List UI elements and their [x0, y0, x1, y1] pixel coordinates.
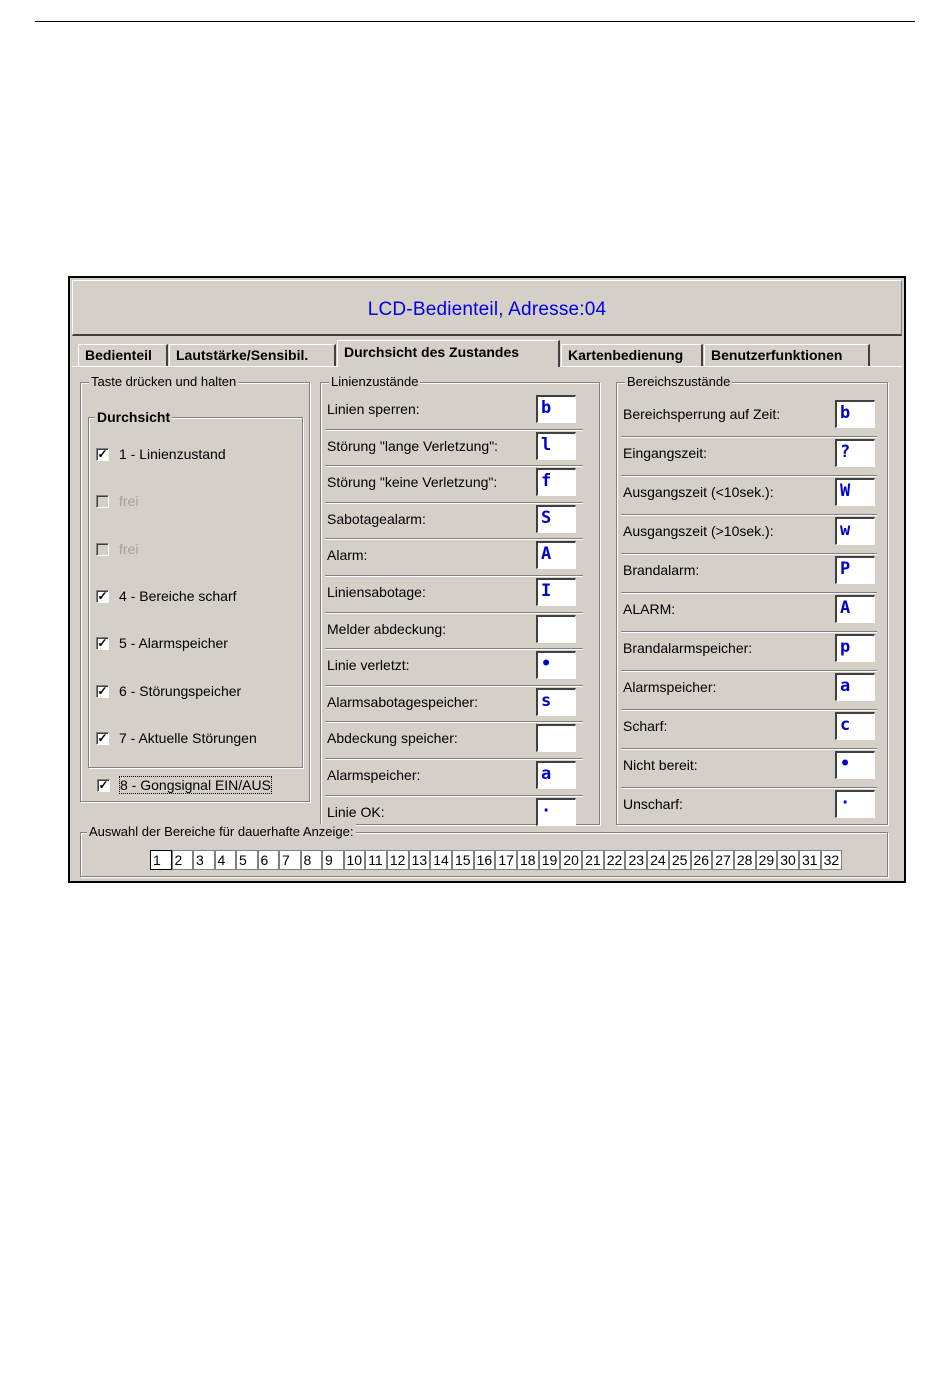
bereiche-symbol-field[interactable]: c — [835, 712, 875, 740]
partition-number-22[interactable]: 22 — [604, 850, 626, 870]
bereiche-row-separator — [621, 709, 877, 711]
partition-number-19[interactable]: 19 — [539, 850, 561, 870]
tab-lautstaerke[interactable]: Lautstärke/Sensibil. — [169, 344, 336, 366]
partition-number-9[interactable]: 9 — [322, 850, 344, 870]
durchsicht-group — [88, 409, 303, 768]
bereiche-row-label: Ausgangszeit (<10sek.): — [623, 484, 774, 500]
linien-row-label: Alarm: — [327, 547, 368, 564]
bereiche-row-label: ALARM: — [623, 601, 676, 617]
linien-row-separator — [325, 538, 583, 540]
bereiche-row-label: Brandalarm: — [623, 562, 700, 578]
durchsicht-legend: Durchsicht — [97, 409, 171, 425]
durchsicht-label: frei — [119, 540, 139, 557]
bereiche-row-label: Brandalarmspeicher: — [623, 640, 753, 656]
linien-row-separator — [325, 648, 583, 650]
partition-number-31[interactable]: 31 — [799, 850, 821, 870]
partition-number-17[interactable]: 17 — [495, 850, 517, 870]
linien-symbol-field[interactable]: l — [536, 432, 576, 460]
bereiche-symbol-field[interactable]: b — [835, 400, 875, 428]
durchsicht-label: 7 - Aktuelle Störungen — [119, 729, 257, 746]
gong-label: 8 - Gongsignal EIN/AUS — [120, 777, 271, 793]
taste-group — [80, 374, 310, 802]
linien-row-label: Liniensabotage: — [327, 584, 426, 600]
bereiche-row-label: Scharf: — [623, 718, 668, 734]
partition-number-25[interactable]: 25 — [669, 850, 691, 870]
linien-row-label: Störung "lange Verletzung": — [327, 437, 499, 454]
linien-symbol-field[interactable]: · — [536, 798, 576, 826]
bereiche-symbol-field[interactable]: a — [835, 673, 875, 701]
partition-number-14[interactable]: 14 — [430, 850, 452, 870]
durchsicht-checkbox[interactable]: ✓ — [97, 683, 108, 698]
bereiche-symbol-field[interactable]: · — [835, 790, 875, 818]
bereiche-symbol-field[interactable]: P — [835, 556, 875, 584]
linien-symbol-field[interactable]: s — [536, 688, 576, 716]
partition-number-30[interactable]: 30 — [777, 850, 799, 870]
bereiche-row-label: Bereichsperrung auf Zeit: — [623, 406, 781, 422]
bereiche-row-label: Nicht bereit: — [623, 757, 698, 773]
linien-symbol-field[interactable]: a — [536, 761, 576, 789]
linien-row-label: Alarmsabotagespeicher: — [327, 693, 478, 710]
linien-symbol-field[interactable]: A — [536, 541, 576, 569]
bereiche-row-separator — [621, 514, 877, 516]
bereiche-row-separator — [621, 436, 877, 438]
partition-number-26[interactable]: 26 — [691, 850, 713, 870]
partition-number-28[interactable]: 28 — [734, 850, 756, 870]
bereiche-row-separator — [621, 553, 877, 555]
partition-number-5[interactable]: 5 — [236, 850, 258, 870]
bereiche-row-separator — [621, 748, 877, 750]
partition-number-2[interactable]: 2 — [172, 850, 194, 870]
linien-row-separator — [325, 502, 583, 504]
window-title: LCD-Bedienteil, Adresse:04 — [367, 299, 607, 320]
durchsicht-label: frei — [119, 493, 139, 510]
partition-number-32[interactable]: 32 — [821, 850, 843, 870]
bereiche-symbol-field[interactable]: w — [835, 517, 875, 545]
partition-number-10[interactable]: 10 — [344, 850, 366, 870]
bereiche-symbol-field[interactable]: p — [835, 634, 875, 662]
linien-symbol-field[interactable]: f — [536, 468, 576, 496]
page-top-rule — [35, 21, 915, 22]
bereiche-symbol-field[interactable]: ? — [835, 439, 875, 467]
tab-bedienteil[interactable]: Bedienteil — [78, 344, 168, 366]
partition-number-18[interactable]: 18 — [517, 850, 539, 870]
linien-row-separator — [325, 758, 583, 760]
bereiche-symbol-field[interactable]: A — [835, 595, 875, 623]
partition-number-16[interactable]: 16 — [474, 850, 496, 870]
partition-number-strip — [150, 850, 842, 870]
bereiche-group — [616, 374, 888, 825]
bereiche-symbol-field[interactable]: W — [835, 478, 875, 506]
partition-number-8[interactable]: 8 — [301, 850, 323, 870]
linien-row-label: Linie OK: — [327, 803, 385, 820]
partition-number-7[interactable]: 7 — [279, 850, 301, 870]
linien-row-label: Abdeckung speicher: — [327, 730, 458, 747]
tab-strip — [74, 340, 900, 366]
lcd-keypad-window — [68, 276, 906, 883]
gong-checkbox[interactable]: ✓ — [98, 778, 109, 792]
bereiche-row-separator — [621, 475, 877, 477]
partition-number-12[interactable]: 12 — [387, 850, 409, 870]
durchsicht-checkbox[interactable]: ✓ — [97, 447, 108, 461]
durchsicht-checkbox[interactable]: ✓ — [97, 588, 108, 603]
bereiche-row-separator — [621, 631, 877, 633]
partition-number-1[interactable]: 1 — [150, 850, 172, 870]
linien-row-label: Linien sperren: — [327, 401, 420, 417]
partition-number-20[interactable]: 20 — [560, 850, 582, 870]
partition-number-29[interactable]: 29 — [756, 850, 778, 870]
linien-symbol-field[interactable]: • — [536, 651, 576, 679]
partition-number-11[interactable]: 11 — [365, 850, 387, 870]
partition-number-6[interactable]: 6 — [258, 850, 280, 870]
partition-number-21[interactable]: 21 — [582, 850, 604, 870]
linien-row-separator — [325, 721, 583, 723]
linien-row-separator — [325, 575, 583, 577]
bereiche-row-separator — [621, 787, 877, 789]
auswahl-legend: Auswahl der Bereiche für dauerhafte Anzeige: — [89, 824, 354, 839]
linien-row-separator — [325, 465, 583, 467]
durchsicht-label: 4 - Bereiche scharf — [119, 587, 237, 604]
durchsicht-label: 5 - Alarmspeicher — [119, 635, 228, 652]
linien-row-separator — [325, 685, 583, 687]
title-bar — [72, 280, 902, 336]
bereiche-row-label: Ausgangszeit (>10sek.): — [623, 523, 774, 539]
linien-row-separator — [325, 612, 583, 614]
linien-symbol-field[interactable]: I — [536, 578, 576, 606]
linien-symbol-field[interactable]: b — [536, 395, 576, 423]
durchsicht-label: 1 - Linienzustand — [119, 446, 226, 462]
linien-row-label: Melder abdeckung: — [327, 620, 447, 637]
linien-symbol-field[interactable] — [536, 615, 576, 643]
linien-row-label: Störung "keine Verletzung": — [327, 474, 498, 491]
bereiche-row-label: Eingangszeit: — [623, 445, 708, 461]
tab-kartenbedienung[interactable]: Kartenbedienung — [561, 344, 703, 366]
linien-legend: Linienzustände — [331, 374, 419, 389]
partition-number-15[interactable]: 15 — [452, 850, 474, 870]
linien-symbol-field[interactable] — [536, 724, 576, 752]
bereiche-symbol-field[interactable]: • — [835, 751, 875, 779]
bereiche-legend: Bereichszustände — [627, 374, 731, 389]
durchsicht-label: 6 - Störungspeicher — [119, 682, 242, 699]
linien-row-label: Linie verletzt: — [327, 657, 410, 674]
taste-legend: Taste drücken und halten — [91, 374, 237, 389]
partition-number-27[interactable]: 27 — [712, 850, 734, 870]
bereiche-row-separator — [621, 670, 877, 672]
linien-row-label: Sabotagealarm: — [327, 510, 426, 527]
bereiche-row-separator — [621, 592, 877, 594]
durchsicht-checkbox — [96, 543, 109, 556]
durchsicht-checkbox[interactable]: ✓ — [97, 636, 108, 651]
linien-row-separator — [325, 429, 583, 431]
tab-benutzerfunktionen[interactable]: Benutzerfunktionen — [704, 344, 870, 366]
linien-symbol-field[interactable]: S — [536, 505, 576, 533]
bereiche-row-label: Alarmspeicher: — [623, 679, 717, 695]
durchsicht-checkbox — [96, 495, 109, 508]
partition-number-4[interactable]: 4 — [215, 850, 237, 870]
partition-number-13[interactable]: 13 — [409, 850, 431, 870]
partition-number-3[interactable]: 3 — [193, 850, 215, 870]
partition-number-24[interactable]: 24 — [647, 850, 669, 870]
partition-number-23[interactable]: 23 — [625, 850, 647, 870]
durchsicht-checkbox[interactable]: ✓ — [97, 730, 108, 745]
bereiche-row-label: Unscharf: — [623, 796, 683, 812]
tab-durchsicht[interactable]: Durchsicht des Zustandes — [337, 340, 560, 367]
linien-group — [320, 374, 600, 825]
linien-row-separator — [325, 795, 583, 797]
linien-row-label: Alarmspeicher: — [327, 767, 421, 783]
